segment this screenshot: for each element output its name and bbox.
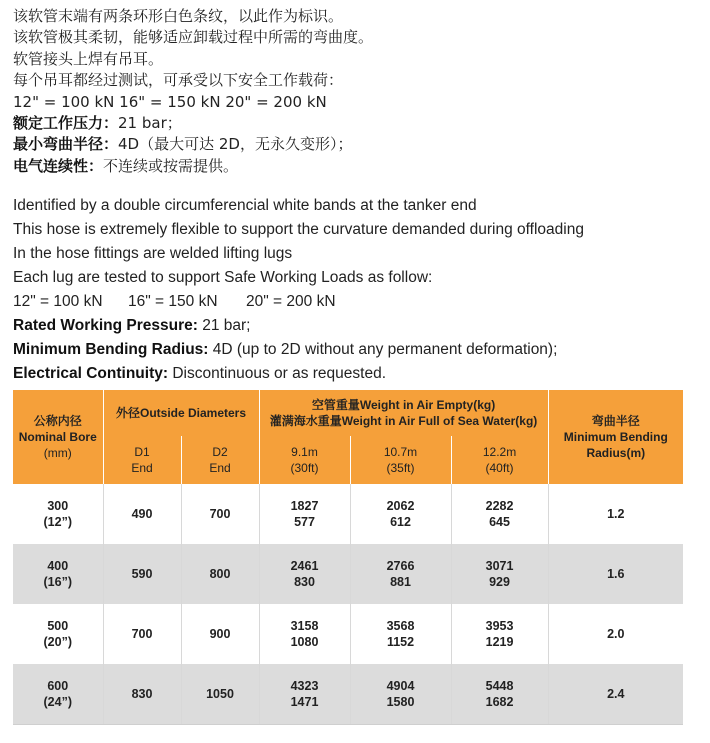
weight-full-value: 577 xyxy=(294,515,315,529)
cn-continuity-label: 电气连续性： xyxy=(13,156,104,175)
weight-full-value: 1219 xyxy=(485,635,514,649)
cell-bore xyxy=(13,544,103,604)
d1-label: D1 xyxy=(134,445,150,459)
en-continuity xyxy=(13,362,584,386)
len1-ft: (30ft) xyxy=(290,461,319,475)
en-continuity-label: Electrical Continuity: xyxy=(13,365,169,382)
bore-cn: 公称内径 xyxy=(33,414,82,428)
bore-mm: 400 xyxy=(47,559,69,573)
mbr-en2: Radius(m) xyxy=(586,446,646,460)
en-continuity-value: Discontinuous or as requested. xyxy=(168,365,387,382)
en-radius-label: Minimum Bending Radius: xyxy=(13,341,209,358)
weight-full-value: 830 xyxy=(294,575,315,589)
cell-mbr: 1.6 xyxy=(548,544,683,604)
en-line: In the hose fittings are welded lifting lugs xyxy=(13,245,293,262)
cn-line: 12" = 100 kN 16" = 150 kN 20" = 200 kN xyxy=(13,92,327,111)
d1-sub: End xyxy=(131,461,153,475)
cell-d2: 900 xyxy=(181,604,259,664)
weight-full: 灌满海水重量Weight in Air Full of Sea Water(kg) xyxy=(269,414,538,428)
cn-radius xyxy=(13,134,373,155)
cell-d1: 700 xyxy=(103,604,181,664)
cell-weight-35ft xyxy=(350,544,451,604)
lug-load-20: 20" = 200 kN xyxy=(246,293,336,310)
weight-full-value: 1471 xyxy=(290,695,319,709)
bore-unit: (mm) xyxy=(43,446,72,460)
cell-d1: 490 xyxy=(103,484,181,544)
weight-empty-value: 3568 xyxy=(386,619,415,633)
cell-bore xyxy=(13,484,103,544)
bore-mm: 500 xyxy=(47,619,69,633)
weight-empty-value: 3953 xyxy=(485,619,514,633)
table-row xyxy=(13,544,683,604)
lug-load-16: 16" = 150 kN xyxy=(128,293,218,310)
weight-empty-value: 4904 xyxy=(386,679,415,693)
cn-radius-value: 4D（最大可达 2D，无永久变形）； xyxy=(118,135,353,154)
header-d2 xyxy=(181,436,259,484)
cell-weight-30ft xyxy=(259,484,350,544)
en-pressure-value: 21 bar; xyxy=(197,317,251,334)
cell-weight-35ft xyxy=(350,604,451,664)
weight-empty-value: 1827 xyxy=(290,499,319,513)
header-len-35ft xyxy=(350,436,451,484)
cn-line: 该软管极其柔韧，能够适应卸载过程中所需的弯曲度。 xyxy=(13,28,374,47)
weight-empty-value: 3158 xyxy=(290,619,319,633)
cell-mbr: 2.0 xyxy=(548,604,683,664)
weight-full-value: 881 xyxy=(390,575,411,589)
cell-d1: 830 xyxy=(103,664,181,725)
header-len-30ft xyxy=(259,436,350,484)
weight-full-value: 1580 xyxy=(386,695,415,709)
bore-inch: (16”) xyxy=(43,575,72,589)
header-len-40ft xyxy=(451,436,548,484)
mbr-cn: 弯曲半径 xyxy=(591,414,640,428)
bore-inch: (12”) xyxy=(43,515,72,529)
en-pressure xyxy=(13,314,584,338)
bore-inch: (20”) xyxy=(43,635,72,649)
weight-empty-value: 3071 xyxy=(485,559,514,573)
header-d1 xyxy=(103,436,181,484)
cell-d2: 700 xyxy=(181,484,259,544)
weight-empty-value: 2461 xyxy=(290,559,319,573)
cn-radius-label: 最小弯曲半径： xyxy=(13,135,119,154)
weight-full-value: 1080 xyxy=(290,635,319,649)
weight-full-value: 1152 xyxy=(386,635,415,649)
en-line: Each lug are tested to support Safe Working Loads as follow: xyxy=(13,269,433,286)
header-min-bending-radius xyxy=(548,390,683,484)
cell-bore xyxy=(13,664,103,725)
weight-full-value: 645 xyxy=(489,515,510,529)
en-line: Identified by a double circumferencial white bands at the tanker end xyxy=(13,197,477,214)
weight-empty-value: 5448 xyxy=(485,679,514,693)
cn-line: 该软管末端有两条环形白色条纹，以此作为标识。 xyxy=(13,7,344,25)
cn-line: 每个吊耳都经过测试，可承受以下安全工作载荷： xyxy=(13,71,344,90)
weight-empty-value: 4323 xyxy=(290,679,319,693)
cn-continuity-value: 不连续或按需提供。 xyxy=(103,156,239,175)
lug-load-12: 12" = 100 kN xyxy=(13,293,103,310)
weight-empty-value: 2062 xyxy=(386,499,415,513)
len2-ft: (35ft) xyxy=(386,461,415,475)
header-nominal-bore xyxy=(13,390,103,484)
cell-weight-40ft xyxy=(451,544,548,604)
bore-inch: (24”) xyxy=(43,695,72,709)
cn-line: 软管接头上焊有吊耳。 xyxy=(13,49,164,68)
d2-sub: End xyxy=(209,461,231,475)
table-row xyxy=(13,484,683,544)
en-radius xyxy=(13,338,584,362)
weight-empty-value: 2766 xyxy=(386,559,415,573)
bore-mm: 600 xyxy=(47,679,69,693)
d2-label: D2 xyxy=(212,445,228,459)
len2: 10.7m xyxy=(383,445,418,459)
weight-full-value: 1682 xyxy=(485,695,514,709)
weight-empty-value: 2282 xyxy=(485,499,514,513)
cell-weight-30ft xyxy=(259,664,350,725)
header-outside-diameters: 外径Outside Diameters xyxy=(103,390,259,436)
cn-pressure-label: 额定工作压力： xyxy=(13,114,119,133)
cell-weight-30ft xyxy=(259,604,350,664)
cell-weight-30ft xyxy=(259,544,350,604)
bore-en: Nominal Bore xyxy=(18,430,97,444)
weight-empty: 空管重量Weight in Air Empty(kg) xyxy=(311,398,496,412)
cell-d2: 800 xyxy=(181,544,259,604)
cn-pressure-value: 21 bar； xyxy=(118,114,182,133)
cell-mbr: 2.4 xyxy=(548,664,683,725)
english-description xyxy=(13,194,584,386)
chinese-description xyxy=(13,6,373,177)
specifications-table xyxy=(13,390,683,725)
cell-weight-40ft xyxy=(451,664,548,725)
weight-full-value: 929 xyxy=(489,575,510,589)
cell-weight-35ft xyxy=(350,664,451,725)
en-lug-loads xyxy=(13,290,584,314)
len3-ft: (40ft) xyxy=(485,461,514,475)
len3: 12.2m xyxy=(482,445,517,459)
cell-weight-40ft xyxy=(451,484,548,544)
bore-mm: 300 xyxy=(47,499,69,513)
cell-d1: 590 xyxy=(103,544,181,604)
cell-weight-35ft xyxy=(350,484,451,544)
weight-full-value: 612 xyxy=(390,515,411,529)
table-row xyxy=(13,664,683,725)
cell-mbr: 1.2 xyxy=(548,484,683,544)
en-pressure-label: Rated Working Pressure: xyxy=(13,317,198,334)
header-weight xyxy=(259,390,548,436)
cell-weight-40ft xyxy=(451,604,548,664)
cn-pressure xyxy=(13,113,373,134)
mbr-en1: Minimum Bending xyxy=(563,430,668,444)
cell-bore xyxy=(13,604,103,664)
cell-d2: 1050 xyxy=(181,664,259,725)
en-line: This hose is extremely flexible to support the curvature demanded during offloading xyxy=(13,221,584,238)
en-radius-value: 4D (up to 2D without any permanent deformation); xyxy=(208,341,558,358)
len1: 9.1m xyxy=(291,445,318,459)
table-row xyxy=(13,604,683,664)
cn-continuity xyxy=(13,156,373,177)
